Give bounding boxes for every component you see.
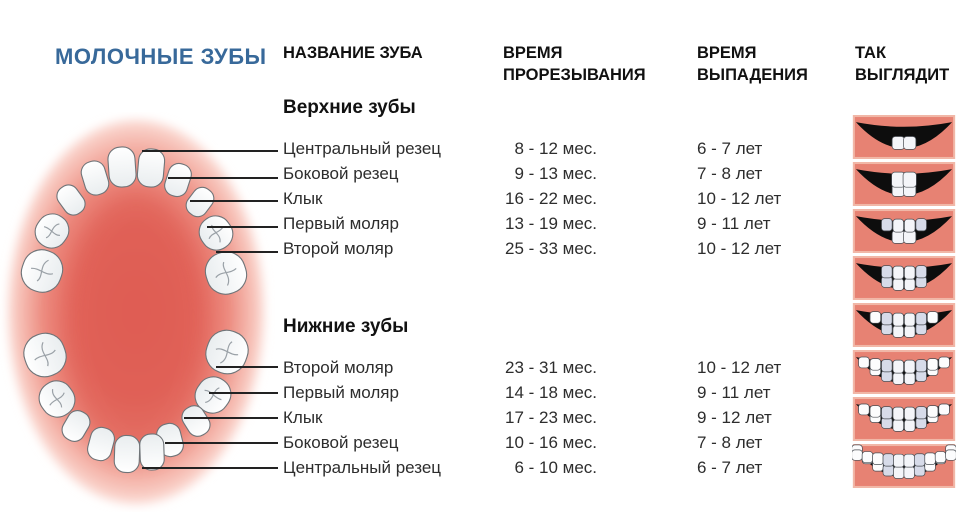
- upper-tooth: [925, 453, 936, 465]
- tooth-row: [283, 237, 803, 262]
- upper-tooth: [873, 453, 884, 465]
- eruption-time-cell: 17 - 23 мес.: [504, 407, 597, 427]
- tooth-name-cell: Центральный резец: [283, 138, 442, 158]
- tooth-row: [283, 405, 803, 430]
- smile-stage-image-4: [852, 256, 956, 300]
- upper-tooth: [939, 404, 950, 415]
- upper-tooth: [927, 406, 938, 418]
- tooth-row: [283, 456, 803, 481]
- tooth-pointer-line: [207, 226, 278, 228]
- lower-tooth: [893, 467, 904, 479]
- tooth-name-cell: Клык: [283, 407, 323, 427]
- upper-tooth: [870, 359, 881, 371]
- loss-time-cell: 7 - 8 лет: [697, 433, 763, 453]
- upper-tooth: [881, 360, 892, 372]
- tooth-row: [283, 380, 803, 405]
- tooth-name-cell: Боковой резец: [283, 163, 399, 183]
- loss-time-cell: 7 - 8 лет: [697, 163, 763, 183]
- tooth-name-cell: Первый моляр: [283, 214, 399, 234]
- smile-stage-image-3: [852, 209, 956, 253]
- lower-tooth: [893, 279, 904, 291]
- column-header-eruption-line2: ПРОРЕЗЫВАНИЯ: [503, 66, 646, 84]
- tooth-name-cell: Второй моляр: [283, 357, 394, 377]
- incisor-tooth: [114, 435, 140, 473]
- upper-tooth: [881, 219, 892, 231]
- lower-tooth: [904, 279, 915, 291]
- upper-tooth: [904, 313, 915, 326]
- eruption-time-cell: 16 - 22 мес.: [504, 188, 597, 208]
- tooth-pointer-line: [165, 442, 278, 444]
- tooth-row: [283, 431, 803, 456]
- mouth-diagram-svg: [0, 112, 275, 512]
- smile-stage-image-7: [852, 397, 956, 441]
- upper-tooth: [893, 407, 904, 420]
- eruption-time-cell: 10 - 16 мес.: [504, 433, 597, 453]
- upper-tooth: [859, 404, 870, 415]
- incisor-tooth: [136, 148, 165, 188]
- smile-stage-image-2: [852, 162, 956, 206]
- lower-tooth: [892, 137, 904, 150]
- upper-tooth: [893, 360, 904, 373]
- lower-teeth-rows: [283, 355, 803, 481]
- incisor-tooth: [139, 434, 164, 471]
- upper-tooth: [904, 407, 915, 420]
- tooth-pointer-line: [142, 467, 278, 469]
- eruption-time-cell: 13 - 19 мес.: [504, 214, 597, 234]
- upper-tooth: [859, 357, 870, 368]
- upper-tooth: [893, 313, 904, 326]
- upper-tooth: [939, 357, 950, 368]
- lower-tooth: [904, 326, 915, 338]
- tooth-row: [283, 212, 803, 237]
- lower-tooth: [904, 373, 915, 385]
- upper-tooth: [916, 360, 927, 372]
- upper-tooth: [927, 359, 938, 371]
- upper-tooth: [870, 312, 881, 324]
- upper-tooth: [881, 313, 892, 325]
- column-header-name: НАЗВАНИЕ ЗУБА: [283, 44, 423, 62]
- upper-tooth: [916, 407, 927, 419]
- loss-time-cell: 6 - 7 лет: [697, 458, 763, 478]
- loss-time-cell: 10 - 12 лет: [697, 239, 782, 259]
- column-header-looks-line1: ТАК: [855, 44, 887, 62]
- tooth-row: [283, 355, 803, 380]
- page-title: МОЛОЧНЫЕ ЗУБЫ: [55, 44, 267, 69]
- tooth-row: [283, 186, 803, 211]
- loss-time-cell: 6 - 7 лет: [697, 138, 763, 158]
- smile-stage-image-8: [852, 444, 956, 488]
- tooth-name-cell: Клык: [283, 188, 323, 208]
- upper-tooth: [916, 219, 927, 231]
- column-header-loss-line2: ВЫПАДЕНИЯ: [697, 66, 808, 84]
- tooth-pointer-line: [216, 366, 278, 368]
- upper-teeth-rows: [283, 136, 803, 262]
- upper-tooth: [916, 266, 927, 278]
- incisor-tooth: [107, 146, 137, 188]
- upper-tooth: [904, 454, 915, 467]
- lower-tooth: [904, 420, 915, 432]
- upper-tooth: [903, 172, 916, 187]
- upper-tooth: [893, 454, 904, 467]
- tooth-pointer-line: [142, 150, 278, 152]
- smile-stage-image-5: [852, 303, 956, 347]
- eruption-time-cell: 9 - 13 мес.: [514, 163, 597, 183]
- lower-tooth: [893, 420, 904, 432]
- tooth-name-cell: Боковой резец: [283, 433, 399, 453]
- tooth-name-cell: Второй моляр: [283, 239, 394, 259]
- upper-tooth: [870, 406, 881, 418]
- eruption-time-cell: 6 - 10 мес.: [514, 458, 597, 478]
- lower-tooth: [904, 137, 916, 150]
- tooth-pointer-line: [184, 417, 278, 419]
- loss-time-cell: 9 - 11 лет: [697, 382, 771, 402]
- tooth-row: [283, 136, 803, 161]
- upper-tooth: [904, 219, 915, 232]
- loss-time-cell: 10 - 12 лет: [697, 188, 782, 208]
- upper-tooth: [904, 360, 915, 373]
- upper-tooth: [916, 313, 927, 325]
- tooth-row: [283, 161, 803, 186]
- loss-time-cell: 9 - 11 лет: [697, 214, 771, 234]
- tooth-pointer-line: [216, 251, 278, 253]
- column-header-looks: [855, 42, 949, 86]
- upper-tooth: [946, 450, 956, 460]
- tooth-pointer-line: [190, 200, 278, 202]
- lower-tooth: [904, 467, 915, 479]
- column-header-loss-line1: ВРЕМЯ: [697, 44, 757, 62]
- upper-tooth: [881, 266, 892, 278]
- smile-stage-image-1: [852, 115, 956, 159]
- eruption-time-cell: 8 - 12 мес.: [514, 138, 597, 158]
- upper-tooth: [914, 454, 925, 466]
- upper-tooth: [883, 454, 894, 466]
- column-header-loss: [697, 42, 808, 86]
- upper-tooth: [881, 407, 892, 419]
- mouth-diagram: [0, 112, 275, 512]
- smile-stage-image-6: [852, 350, 956, 394]
- lower-tooth: [893, 373, 904, 385]
- section-heading-upper: Верхние зубы: [283, 97, 416, 118]
- upper-tooth: [935, 452, 946, 463]
- eruption-time-cell: 14 - 18 мес.: [504, 382, 597, 402]
- column-header-looks-line2: ВЫГЛЯДИТ: [855, 66, 950, 84]
- tooth-pointer-line: [209, 392, 278, 394]
- upper-tooth: [893, 266, 904, 279]
- tooth-name-cell: Первый моляр: [283, 382, 399, 402]
- section-heading-lower: Нижние зубы: [283, 316, 409, 337]
- upper-tooth: [927, 312, 938, 324]
- upper-tooth: [904, 266, 915, 279]
- eruption-time-cell: 25 - 33 мес.: [504, 239, 597, 259]
- loss-time-cell: 10 - 12 лет: [697, 357, 782, 377]
- tooth-name-cell: Центральный резец: [283, 458, 442, 478]
- upper-tooth: [852, 450, 862, 460]
- lower-tooth: [893, 326, 904, 338]
- column-header-eruption: [503, 42, 646, 86]
- eruption-time-cell: 23 - 31 мес.: [504, 357, 597, 377]
- loss-time-cell: 9 - 12 лет: [697, 407, 772, 427]
- column-header-eruption-line1: ВРЕМЯ: [503, 44, 563, 62]
- lower-tooth: [914, 465, 925, 476]
- upper-tooth: [862, 452, 873, 463]
- smile-stages-column: [852, 115, 956, 491]
- tooth-pointer-line: [168, 177, 278, 179]
- upper-tooth: [893, 219, 904, 232]
- lower-tooth: [883, 465, 894, 476]
